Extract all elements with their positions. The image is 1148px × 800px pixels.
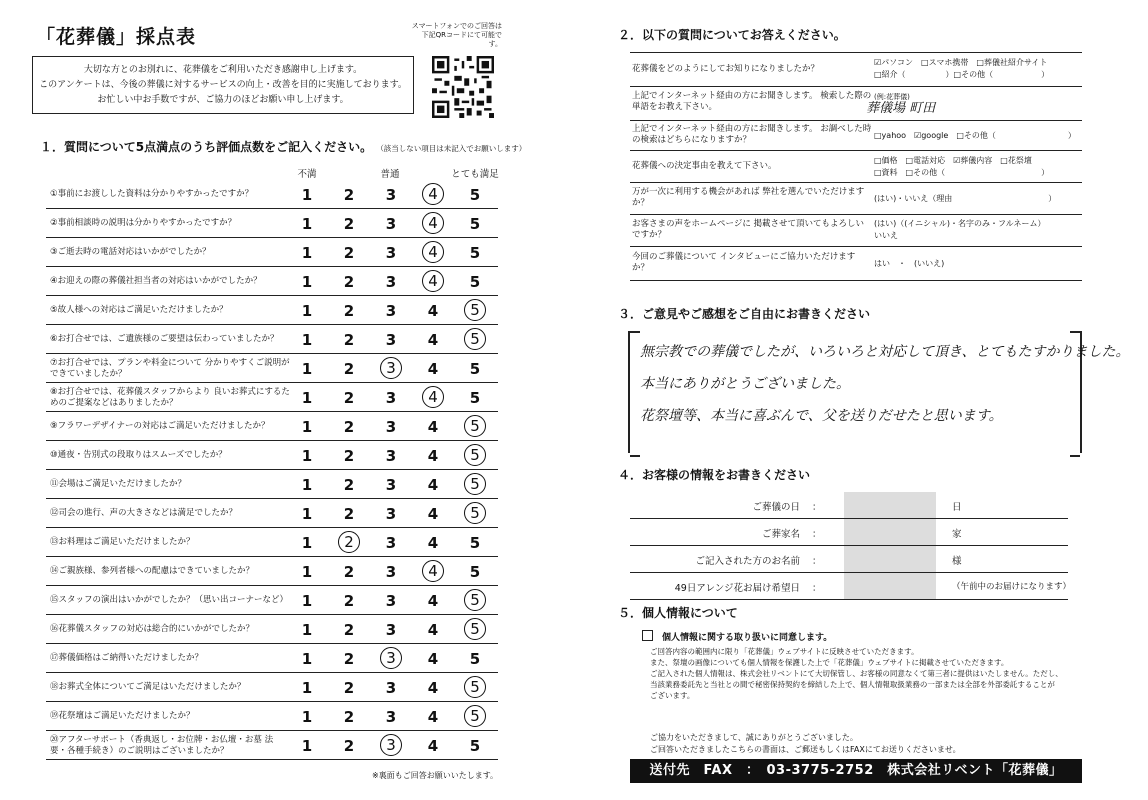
question-row <box>46 267 498 296</box>
score-option[interactable]: 3 <box>385 302 397 320</box>
info-label: ご葬儀の日 <box>752 502 800 513</box>
question-row <box>46 673 498 702</box>
info-suffix: （午前中のお届けになります） <box>952 582 1072 592</box>
score-option[interactable]: 3 <box>385 331 397 349</box>
score-option-selected[interactable]: 5 <box>464 415 486 437</box>
score-option[interactable]: 1 <box>301 679 313 697</box>
score-option[interactable]: 2 <box>343 592 355 610</box>
intro-box <box>32 56 414 114</box>
score-option[interactable]: 5 <box>469 186 481 204</box>
score-option-selected[interactable]: 5 <box>464 444 486 466</box>
score-option[interactable]: 4 <box>427 534 439 552</box>
answer-line: □紹介（ ）□その他（ ） <box>874 70 1050 79</box>
survey-answer[interactable] <box>874 57 1049 81</box>
survey-question: 万が一次に利用する機会があれば 弊社を選んでいただけますか？ <box>632 187 865 208</box>
score-option[interactable]: 1 <box>301 447 313 465</box>
score-option[interactable]: 1 <box>301 505 313 523</box>
survey-question: 上記でインターネット経由の方にお聞きします。 お調べした時の検索はどちらになりますか？ <box>632 124 872 145</box>
score-option-selected[interactable]: 5 <box>464 618 486 640</box>
question-text: ⑬お料理はご満足いただけましたか？ <box>50 537 195 547</box>
survey-question: 花葬儀への決定事由を教えて下さい。 <box>632 161 777 171</box>
answer-line: □価格 □電話対応 ☑葬儀内容 □花祭壇 <box>874 156 1032 165</box>
info-input[interactable] <box>844 546 936 572</box>
info-row <box>630 546 1068 573</box>
score-option[interactable]: 2 <box>343 273 355 291</box>
scale-label-low: 不満 <box>297 169 317 180</box>
comment-line: 花祭壇等、本当に喜ぶんで、父を送りだせたと思います。 <box>640 408 1003 424</box>
score-option-selected[interactable]: 5 <box>464 299 486 321</box>
question-text: ⑱お葬式全体についてご満足はいただけましたか？ <box>50 682 246 692</box>
score-option[interactable]: 4 <box>427 360 439 378</box>
survey-row <box>630 87 1082 121</box>
section1-note: （該当しない項目は未記入でお願いします） <box>376 144 527 153</box>
survey-answer[interactable] <box>866 91 936 116</box>
score-option[interactable]: 4 <box>427 679 439 697</box>
survey-row <box>630 215 1082 247</box>
question-text: ①事前にお渡しした資料は分かりやすかったですか？ <box>50 189 254 199</box>
score-option[interactable]: 4 <box>427 447 439 465</box>
score-option[interactable]: 5 <box>469 389 481 407</box>
question-row <box>46 586 498 615</box>
consent-checkbox[interactable] <box>642 630 653 641</box>
score-option[interactable]: 1 <box>301 418 313 436</box>
score-option-selected[interactable]: 5 <box>464 328 486 350</box>
score-option[interactable]: 1 <box>301 621 313 639</box>
question-text: ⑫司会の進行、声の大きさなどは満足でしたか？ <box>50 508 238 518</box>
question-row <box>46 615 498 644</box>
score-option[interactable]: 4 <box>427 650 439 668</box>
score-option[interactable]: 3 <box>385 389 397 407</box>
info-colon: ： <box>812 502 822 513</box>
privacy-line: 当該業務委託先と当社との間で秘密保持契約を締結した上で、個人情報取扱業務の一部または全部を外部委託することが <box>650 680 1055 689</box>
comment-line: 無宗教での葬儀でしたが、いろいろと対応して頂き、とてもたすかりました。 <box>640 344 1130 360</box>
score-option[interactable]: 2 <box>343 331 355 349</box>
score-option[interactable]: 2 <box>343 360 355 378</box>
score-option[interactable]: 3 <box>385 505 397 523</box>
info-colon: ： <box>812 529 822 540</box>
question-row <box>46 470 498 499</box>
score-option[interactable]: 2 <box>343 476 355 494</box>
intro-line: お忙しい中お手数ですが、ご協力のほどお願い申し上げます。 <box>97 95 349 105</box>
score-option[interactable]: 1 <box>301 563 313 581</box>
score-option[interactable]: 5 <box>469 273 481 291</box>
answer-line: □資料 □その他（ ） <box>874 168 1050 177</box>
score-option-selected[interactable]: 5 <box>464 502 486 524</box>
score-option[interactable]: 3 <box>385 592 397 610</box>
score-option[interactable]: 3 <box>385 708 397 726</box>
question-text: ⑪会場はご満足いただけましたか？ <box>50 479 187 489</box>
question-row <box>46 702 498 731</box>
section1-title <box>40 138 526 155</box>
score-option[interactable]: 1 <box>301 389 313 407</box>
comment-line: 本当にありがとうございました。 <box>640 376 850 392</box>
survey-question: 上記でインターネット経由の方にお聞きします。 検索した際の単語をお教え下さい。 <box>632 91 872 112</box>
question-text: ⑳アフターサポート（香典返し・お位牌・お仏壇・お墓 法要・各種手続き）のご説明はございましたか？ <box>50 734 274 756</box>
score-option[interactable]: 3 <box>385 621 397 639</box>
score-option[interactable]: 2 <box>343 447 355 465</box>
score-option[interactable]: 2 <box>343 563 355 581</box>
section5-title: ５．個人情報について <box>618 606 738 620</box>
score-option[interactable]: 5 <box>469 737 481 755</box>
score-option-selected[interactable]: 4 <box>422 241 444 263</box>
question-text: ④お迎えの際の葬儀社担当者の対応はいかがでしたか？ <box>50 276 262 286</box>
survey-table <box>630 52 1082 281</box>
score-option[interactable]: 1 <box>301 244 313 262</box>
info-input[interactable] <box>844 519 936 545</box>
score-option[interactable]: 4 <box>427 302 439 320</box>
score-option[interactable]: 5 <box>469 534 481 552</box>
score-option[interactable]: 2 <box>343 302 355 320</box>
score-option[interactable]: 1 <box>301 186 313 204</box>
score-option[interactable]: 2 <box>343 650 355 668</box>
question-text: ⑧お打合せでは、花葬儀スタッフからより 良いお葬式にするためのご提案などはありましたか？ <box>50 386 290 408</box>
question-row <box>46 528 498 557</box>
privacy-line: ご回答内容の範囲内に限り「花葬儀」ウェブサイトに反映させていただきます。 <box>650 647 919 656</box>
privacy-line: ご記入された個人情報は、株式会社リベントにて大切保管し、お客様の同意なくて第三者に提供はいたしません。ただし、 <box>650 669 1063 678</box>
section4-title: ４．お客様の情報をお書きください <box>618 468 811 482</box>
thanks-line: ご回答いただきましたこちらの書面は、ご郵送もしくはFAXにてお送りくださいませ。 <box>650 745 961 754</box>
score-table <box>46 180 498 760</box>
survey-answer[interactable]: □yahoo ☑google □その他（ ） <box>874 131 1076 140</box>
score-option[interactable]: 5 <box>469 360 481 378</box>
score-option[interactable]: 3 <box>385 447 397 465</box>
intro-line: 大切な方とのお別れに、花葬儀をご利用いただき感謝申し上げます。 <box>83 65 363 75</box>
info-input[interactable] <box>844 573 936 599</box>
question-row <box>46 441 498 470</box>
score-option[interactable]: 3 <box>385 679 397 697</box>
score-option[interactable]: 3 <box>385 186 397 204</box>
score-option[interactable]: 2 <box>343 505 355 523</box>
score-option[interactable]: 2 <box>343 215 355 233</box>
section2-title: ２．以下の質問についてお答えください。 <box>618 28 846 42</box>
question-row <box>46 731 498 760</box>
fax-bar: 送付先 FAX ： 03-3775-2752 株式会社リベント「花葬儀」 <box>630 759 1082 783</box>
score-option[interactable]: 1 <box>301 331 313 349</box>
score-option[interactable]: 1 <box>301 708 313 726</box>
question-row <box>46 499 498 528</box>
question-row <box>46 180 498 209</box>
survey-answer[interactable]: (はい)・いいえ（理由 ） <box>874 194 1057 203</box>
score-option[interactable]: 5 <box>469 215 481 233</box>
score-option[interactable]: 4 <box>427 621 439 639</box>
score-option[interactable]: 1 <box>301 650 313 668</box>
question-row <box>46 412 498 441</box>
answer-line: いいえ <box>874 231 898 240</box>
score-option-selected[interactable]: 5 <box>464 705 486 727</box>
question-text: ⑥お打合せでは、ご遺族様のご要望は伝わっていましたか？ <box>50 334 279 344</box>
score-option[interactable]: 5 <box>469 563 481 581</box>
info-label: ご記入された方のお名前 <box>695 556 800 567</box>
score-option[interactable]: 2 <box>343 389 355 407</box>
score-option[interactable]: 1 <box>301 302 313 320</box>
page-title: 「花葬儀」採点表 <box>36 26 197 48</box>
question-text: ②事前相談時の説明は分かりやすかったですか？ <box>50 218 237 228</box>
question-row <box>46 557 498 586</box>
score-option[interactable]: 1 <box>301 215 313 233</box>
score-option-selected[interactable]: 3 <box>380 357 402 379</box>
privacy-line: また、祭壇の画像についても個人情報を保護した上で「花葬儀」ウェブサイトに掲載させていただきます。 <box>650 658 1009 667</box>
answer-line: (はい)（(イニシャル)・名字のみ・フルネーム） <box>874 219 1046 228</box>
section3-title: ３．ご意見やご感想をご自由にお書きください <box>618 307 871 321</box>
question-text: ⑤故人様への対応はご満足いただけましたか？ <box>50 305 228 315</box>
survey-row <box>630 121 1082 151</box>
section1-title-text: １．質問について5点満点のうち評価点数をご記入ください。 <box>40 140 373 154</box>
score-option[interactable]: 4 <box>427 505 439 523</box>
survey-row <box>630 183 1082 215</box>
score-option-selected[interactable]: 4 <box>422 270 444 292</box>
info-suffix: 様 <box>952 556 962 567</box>
thanks-line: ご協力をいただきまして、誠にありがとうございました。 <box>650 733 858 742</box>
score-option-selected[interactable]: 3 <box>380 647 402 669</box>
survey-answer[interactable]: はい ・ (いいえ) <box>874 259 945 268</box>
info-suffix: 日 <box>952 502 962 513</box>
score-option-selected[interactable]: 2 <box>338 531 360 553</box>
score-option[interactable]: 2 <box>343 621 355 639</box>
score-option[interactable]: 3 <box>385 418 397 436</box>
question-row <box>46 644 498 673</box>
score-option-selected[interactable]: 5 <box>464 589 486 611</box>
score-option[interactable]: 1 <box>301 273 313 291</box>
info-colon: ： <box>812 583 822 594</box>
score-option[interactable]: 3 <box>385 244 397 262</box>
question-row <box>46 238 498 267</box>
survey-answer[interactable] <box>874 155 1049 179</box>
question-text: ⑲花祭壇はご満足いただけましたか？ <box>50 711 195 721</box>
score-option[interactable]: 4 <box>427 476 439 494</box>
survey-question: 今回のご葬儀について インタビューにご協力いただけますか？ <box>632 252 856 273</box>
consent-label: 個人情報に関する取り扱いに同意します。 <box>662 633 833 643</box>
survey-question: 花葬儀をどのようにしてお知りになりましたか？ <box>632 64 820 74</box>
score-option[interactable]: 4 <box>427 708 439 726</box>
score-option-selected[interactable]: 3 <box>380 734 402 756</box>
score-option[interactable]: 1 <box>301 534 313 552</box>
scale-label-high: とても満足 <box>451 169 499 180</box>
question-row <box>46 325 498 354</box>
survey-answer[interactable] <box>874 218 1045 242</box>
score-option-selected[interactable]: 4 <box>422 183 444 205</box>
score-option[interactable]: 4 <box>427 418 439 436</box>
question-row <box>46 383 498 412</box>
question-text: ③ご逝去時の電話対応はいかがでしたか？ <box>50 247 211 257</box>
privacy-text <box>650 646 1086 701</box>
question-row <box>46 209 498 238</box>
intro-line: このアンケートは、今後の葬儀に対するサービスの向上・改善を目的に実施しております。 <box>39 80 407 90</box>
score-option[interactable]: 3 <box>385 563 397 581</box>
score-option[interactable]: 3 <box>385 273 397 291</box>
question-text: ⑩通夜・告別式の段取りはスムーズでしたか？ <box>50 450 227 460</box>
question-text: ⑭ご親族様、参列者様への配慮はできていましたか？ <box>50 566 255 576</box>
question-text: ⑮スタッフの演出はいかがでしたか？（思い出コーナーなど） <box>50 595 289 605</box>
score-option[interactable]: 3 <box>385 534 397 552</box>
info-row <box>630 492 1068 519</box>
score-option[interactable]: 4 <box>427 737 439 755</box>
question-text: ⑨フラワーデザイナーの対応はご満足いただけましたか？ <box>50 421 270 431</box>
answer-example: (例:花葬儀) <box>874 93 910 101</box>
survey-row <box>630 151 1082 183</box>
footnote: ※裏面もご回答お願いいたします。 <box>372 771 499 780</box>
answer-line: ☑パソコン □スマホ携帯 □葬儀社紹介サイト <box>874 58 1048 67</box>
handwritten-search-term: 葬儀場 町田 <box>866 101 936 116</box>
score-option[interactable]: 2 <box>343 186 355 204</box>
customer-info-table <box>630 492 1072 600</box>
score-option[interactable]: 4 <box>427 592 439 610</box>
score-option[interactable]: 5 <box>469 244 481 262</box>
scale-label-mid: 普通 <box>380 169 400 180</box>
question-text: ⑯花葬儀スタッフの対応は総合的にいかがでしたか？ <box>50 624 255 634</box>
score-option[interactable]: 1 <box>301 476 313 494</box>
survey-question: お客さまの声をホームページに 掲載させて頂いてもよろしいですか？ <box>632 219 865 240</box>
score-option[interactable]: 3 <box>385 476 397 494</box>
info-row <box>630 519 1068 546</box>
score-option[interactable]: 1 <box>301 737 313 755</box>
info-input[interactable] <box>844 492 936 518</box>
info-colon: ： <box>812 556 822 567</box>
score-option-selected[interactable]: 5 <box>464 676 486 698</box>
score-option[interactable]: 2 <box>343 244 355 262</box>
score-option-selected[interactable]: 5 <box>464 473 486 495</box>
score-option-selected[interactable]: 4 <box>422 386 444 408</box>
info-label: 49日アレンジ花お届け希望日 <box>674 583 800 594</box>
score-option[interactable]: 4 <box>427 331 439 349</box>
info-row <box>630 573 1072 600</box>
score-option[interactable]: 2 <box>343 737 355 755</box>
score-option[interactable]: 5 <box>469 650 481 668</box>
info-suffix: 家 <box>952 529 962 540</box>
comment-box[interactable] <box>628 331 1130 453</box>
question-row <box>46 296 498 325</box>
question-text: ⑦お打合せでは、プランや料金について 分かりやすくご説明ができていましたか？ <box>50 357 290 379</box>
question-text: ⑰葬儀価格はご納得いただけましたか？ <box>50 653 204 663</box>
privacy-line: ございます。 <box>650 691 695 700</box>
score-option[interactable]: 2 <box>343 418 355 436</box>
question-row <box>46 354 498 383</box>
score-option[interactable]: 2 <box>343 679 355 697</box>
score-option[interactable]: 3 <box>385 215 397 233</box>
smartphone-note: スマートフォンでのご回答は下記QRコードにて可能です。 <box>411 22 502 48</box>
score-option[interactable]: 1 <box>301 592 313 610</box>
score-option-selected[interactable]: 4 <box>422 560 444 582</box>
score-option-selected[interactable]: 4 <box>422 212 444 234</box>
qr-code-image[interactable] <box>432 56 494 118</box>
info-label: ご葬家名 <box>761 529 800 540</box>
thanks-text <box>650 732 1086 756</box>
score-option[interactable]: 1 <box>301 360 313 378</box>
score-option[interactable]: 2 <box>343 708 355 726</box>
survey-row <box>630 247 1082 281</box>
survey-row <box>630 53 1082 87</box>
